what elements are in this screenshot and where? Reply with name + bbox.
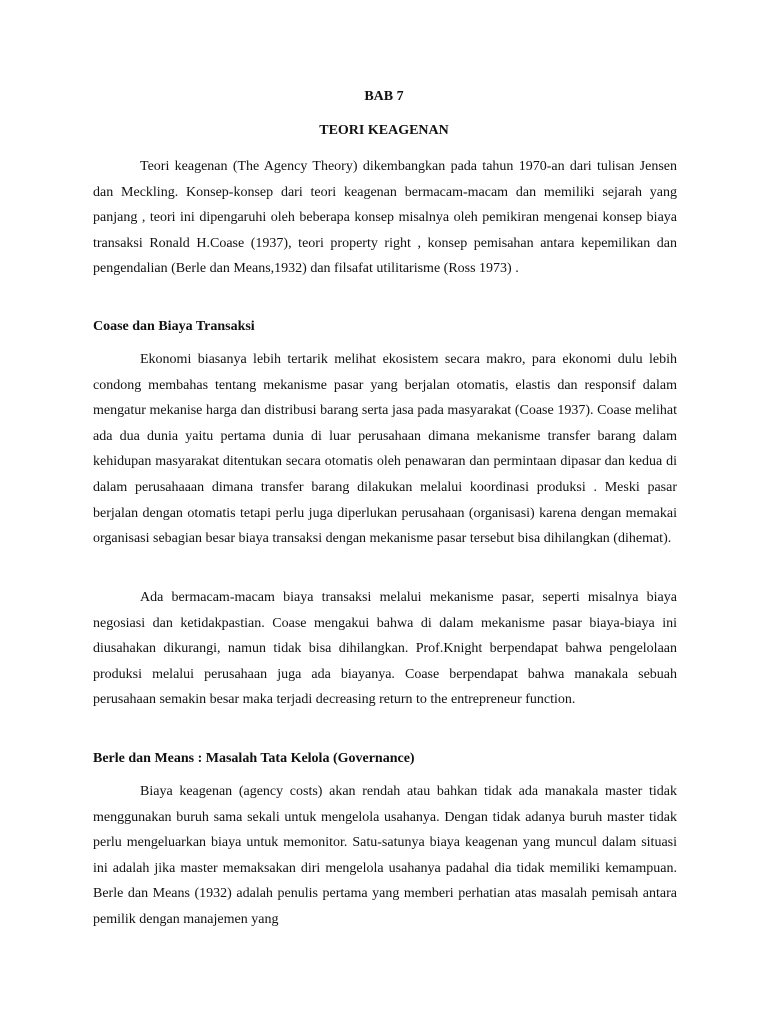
coase-paragraph-1: Ekonomi biasanya lebih tertarik melihat ekosistem secara makro, para ekonomi dulu lebih condong membahas tentang mekanisme pasar yang berjalan otomatis, elastis dan responsif dalam mengatur mekanise harga dan distribusi barang serta jasa pada masyarakat (Coase 1937). Coase melihat ada dua dunia yaitu pertama dunia di luar perusahaan dimana mekanisme transfer barang dalam kehidupan masyarakat ditentukan secara otomatis oleh penawaran dan permintaan dipasar dan kedua di dalam perusahaaan dimana transfer barang dilakukan melalui koordinasi produksi . Meski pasar berjalan dengan otomatis tetapi perlu juga diperlukan perusahaan (organisasi) karena dengan memakai organisasi sebagian besar biaya transaksi dengan mekanisme pasar tersebut bisa dihilangkan (dihemat).: [93, 352, 677, 547]
berle-means-paragraph-1: Biaya keagenan (agency costs) akan rendah atau bahkan tidak ada manakala master tidak menggunakan buruh sama sekali untuk mengelola usahanya. Dengan tidak adanya buruh master tidak perlu mengeluarkan biaya untuk memonitor. Satu-satunya biaya keagenan yang muncul dalam situasi ini adalah jika master memaksakan diri mengelola usahanya padahal dia tidak memiliki kemampuan. Berle dan Means (1932) adalah penulis pertama yang memberi perhatian atas masalah pemisah antara pemilik dengan manajemen yang: [93, 784, 677, 927]
section-heading-coase: Coase dan Biaya Transaksi: [93, 319, 255, 334]
page-title: TEORI KEAGENAN: [319, 123, 449, 138]
chapter-label: BAB 7: [364, 89, 404, 104]
coase-paragraph-2: Ada bermacam-macam biaya transaksi melalui mekanisme pasar, seperti misalnya biaya negosiasi dan ketidakpastian. Coase mengakui bahwa di dalam mekanisme pasar biaya-biaya ini diusahakan dikurangi, namun tidak bisa dihilangkan. Prof.Knight berpendapat bahwa pengelolaan produksi melalui perusahaan juga ada biayanya. Coase berpendapat bahwa manakala sebuah perusahaan semakin besar maka terjadi decreasing return to the entrepreneur function.: [93, 590, 677, 708]
intro-paragraph: Teori keagenan (The Agency Theory) dikembangkan pada tahun 1970-an dari tulisan Jensen dan Meckling. Konsep-konsep dari teori keagenan bermacam-macam dan memiliki sejarah yang panjang , teori ini dipengaruhi oleh beberapa konsep misalnya oleh pemikiran mengenai konsep biaya transaksi Ronald H.Coase (1937), teori property right , konsep pemisahan antara kepemilikan dan pengendalian (Berle dan Means,1932) dan filsafat utilitarisme (Ross 1973) .: [93, 159, 677, 277]
section-heading-berle-means: Berle dan Means : Masalah Tata Kelola (Governance): [93, 751, 415, 766]
